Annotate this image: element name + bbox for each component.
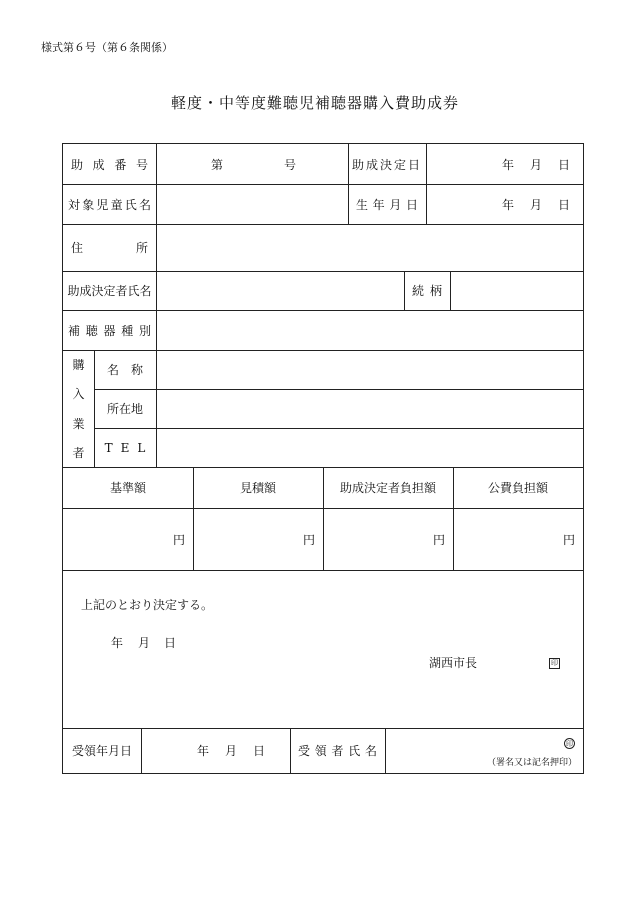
vendor-name-field[interactable]	[156, 350, 583, 389]
relationship-field[interactable]	[450, 271, 583, 310]
standard-amount-header: 基準額	[109, 481, 146, 495]
address-field[interactable]	[156, 224, 583, 271]
signature-note: （署名又は記名押印）	[486, 758, 577, 768]
estimate-amount-field[interactable]: 円	[302, 532, 315, 547]
public-burden-field[interactable]: 円	[562, 532, 575, 547]
estimate-amount-header: 見積額	[239, 481, 276, 495]
vendor-location-label: 所在地	[106, 402, 143, 416]
recipient-name-field[interactable]	[385, 728, 583, 773]
decision-date-label: 助成決定日	[351, 157, 422, 172]
hearing-aid-type-field[interactable]	[156, 310, 583, 350]
hearing-aid-type-label: 補 聴 器 種 別	[68, 323, 151, 338]
decision-statement: 上記のとおり決定する。	[81, 597, 214, 612]
birth-date-field[interactable]: 年 月 日	[502, 197, 571, 212]
child-name-label: 対 象 児 童 氏 名	[68, 197, 151, 212]
vendor-label: 購 入 業 者	[72, 358, 85, 460]
grant-voucher-form: 助 成 番 号 第 号 助成決定日 年 月 日 対 象 児 童 氏 名 生 年 月 日 年 月 日 住 所 助成決定者氏名 続 柄 補 聴 器 種 別 購 入 業 者 名 称 所在地 T E L 基準額 見積額 助成決定者負担額 公費負担額 円 円 円 円 上記のとおり決定する。 年 月 日 湖西市長 印 受領年月日 年 月 日 受 領 者 氏 名 印 （署名又は記名押印）	[62, 143, 584, 774]
seal-icon: 印	[566, 739, 573, 748]
seal-icon: 印	[551, 659, 558, 667]
received-date-label: 受領年月日	[71, 744, 132, 758]
form-title: 軽度・中等度難聴児補聴器購入費助成券	[170, 94, 459, 112]
applicant-burden-header: 助成決定者負担額	[339, 481, 436, 495]
decision-person-label: 助成決定者氏名	[67, 284, 152, 298]
mayor-name: 湖西市長	[429, 655, 478, 670]
birth-date-label: 生 年 月 日	[356, 197, 418, 212]
applicant-burden-field[interactable]: 円	[432, 532, 445, 547]
recipient-name-label: 受 領 者 氏 名	[298, 744, 377, 758]
vendor-name-label: 名 称	[106, 363, 144, 377]
address-label: 住 所	[71, 241, 148, 255]
vendor-location-field[interactable]	[156, 389, 583, 428]
received-date-field[interactable]: 年 月 日	[197, 744, 266, 758]
vendor-tel-label: T E L	[104, 440, 146, 455]
form-number: 様式第６号（第６条関係）	[41, 41, 173, 54]
child-name-field[interactable]	[156, 184, 348, 224]
relationship-label: 続 柄	[411, 284, 443, 298]
public-burden-header: 公費負担額	[487, 481, 548, 495]
vendor-tel-field[interactable]	[156, 428, 583, 467]
decision-person-field[interactable]	[156, 271, 404, 310]
decision-date-field[interactable]: 年 月 日	[502, 157, 571, 172]
grant-number-field[interactable]: 第 号	[211, 157, 297, 172]
mayor-seal	[549, 656, 560, 670]
standard-amount-field[interactable]: 円	[172, 532, 185, 547]
grant-number-label: 助 成 番 号	[71, 157, 148, 172]
